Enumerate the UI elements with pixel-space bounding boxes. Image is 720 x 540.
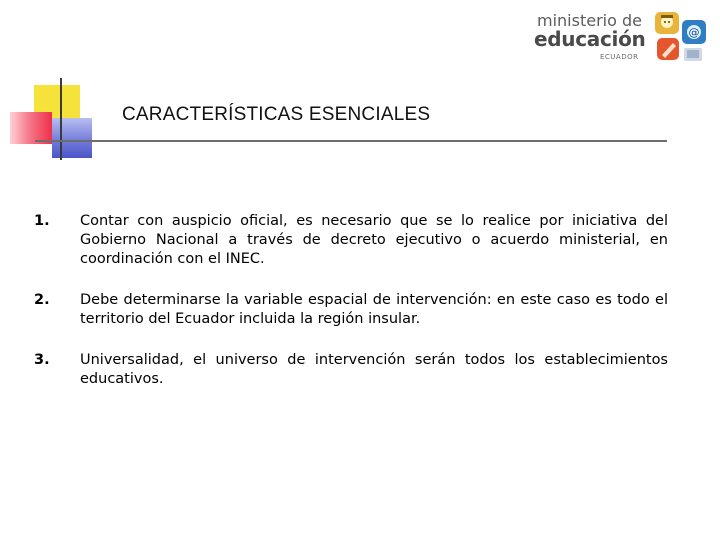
student-face-icon — [655, 12, 679, 34]
svg-text:@: @ — [688, 26, 700, 39]
decorative-vertical-line — [60, 78, 62, 160]
item-number: 3. — [34, 352, 50, 368]
logo-text-educacion: educación — [534, 27, 646, 51]
slide-title: CARACTERÍSTICAS ESENCIALES — [122, 104, 431, 125]
at-sign-icon — [682, 20, 706, 44]
list-item — [34, 291, 668, 329]
decorative-blue-block — [52, 118, 92, 158]
item-text: Contar con auspicio oficial, es necesario que se lo realice por iniciativa del Gobierno Nacional a través de decreto ejecutivo o acuerdo ministerial, en coordinación con el INEC. — [80, 213, 668, 267]
pencil-icon — [657, 38, 679, 60]
item-text: Universalidad, el universo de intervención serán todos los establecimientos educativos. — [80, 352, 668, 387]
computer-icon — [684, 48, 702, 61]
title-underline — [35, 140, 667, 142]
item-number: 2. — [34, 292, 50, 308]
characteristics-list — [34, 212, 668, 389]
logo-text-ministerio: ministerio de — [537, 11, 642, 30]
logo-icons — [654, 10, 710, 66]
ministry-logo — [530, 8, 710, 66]
list-item — [34, 212, 668, 269]
logo-text-ecuador: ECUADOR — [600, 53, 639, 61]
item-text: Debe determinarse la variable espacial de intervención: en este caso es todo el territorio del Ecuador incluida la región insular. — [80, 292, 668, 327]
list-item — [34, 351, 668, 389]
item-number: 1. — [34, 213, 50, 229]
